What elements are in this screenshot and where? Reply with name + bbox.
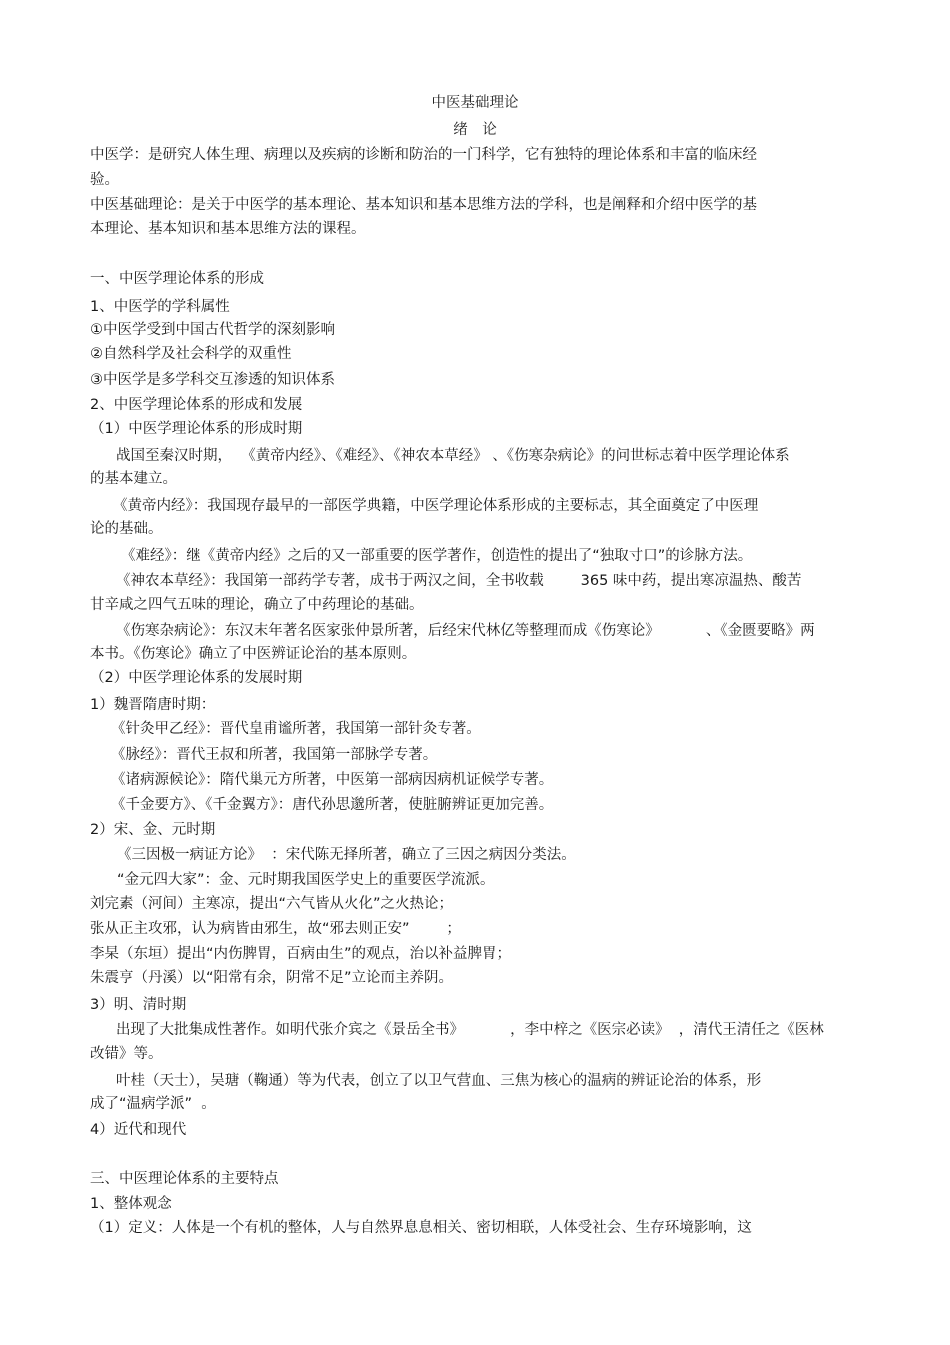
subsection-heading: 1、中医学的学科属性 — [90, 299, 230, 315]
text-line: 本理论、基本知识和基本思维方法的课程。 — [90, 221, 366, 237]
text-line: “金元四大家”：金、元时期我国医学史上的重要医学流派。 — [117, 872, 495, 888]
text-line: 的基本建立。 — [90, 471, 177, 487]
doc-subtitle: 绪 论 — [453, 122, 497, 138]
doc-title: 中医基础理论 — [431, 95, 519, 111]
text-line: 成了“温病学派” 。 — [90, 1096, 216, 1112]
subsection-heading: 1）魏晋隋唐时期： — [90, 697, 216, 713]
text-line: 改错》等。 — [90, 1046, 163, 1062]
text-line: 张从正主攻邪，认为病皆由邪生，故“邪去则正安” ； — [90, 921, 461, 937]
text-line: 《黄帝内经》：我国现存最早的一部医学典籍，中医学理论体系形成的主要标志，其全面奠定了中医理 — [113, 498, 759, 514]
text-line: ②自然科学及社会科学的双重性 — [90, 346, 292, 362]
subsection-heading: 2、中医学理论体系的形成和发展 — [90, 397, 303, 413]
text-line: 刘完素（河间）主寒凉，提出“六气皆从火化”之火热论； — [90, 896, 454, 912]
text-line: 《三因极一病证方论》 ：宋代陈无择所著，确立了三因之病因分类法。 — [117, 847, 576, 863]
text-line: ③中医学是多学科交互渗透的知识体系 — [90, 372, 335, 388]
text-line: 《神农本草经》：我国第一部药学专著，成书于两汉之间，全书收载 365 味中药，提出寒凉温热、酸苦 — [116, 573, 802, 589]
section-heading: 三、中医理论体系的主要特点 — [90, 1171, 279, 1187]
text-line: 本书。《伤寒论》确立了中医辨证论治的基本原则。 — [90, 646, 417, 662]
text-line: 《难经》：继《黄帝内经》之后的又一部重要的医学著作，创造性的提出了“独取寸口”的诊脉方法。 — [121, 548, 753, 564]
subsection-heading: （1）中医学理论体系的形成时期 — [90, 421, 303, 437]
subsection-heading: 3）明、清时期 — [90, 997, 187, 1013]
text-line: 《脉经》：晋代王叔和所著，我国第一部脉学专著。 — [111, 747, 438, 763]
text-line: 《千金要方》、《千金翼方》：唐代孙思邈所著，使脏腑辨证更加完善。 — [111, 797, 554, 813]
text-line: 《伤寒杂病论》：东汉末年著名医家张仲景所著，后经宋代林亿等整理而成《伤寒论》 、《金匮要略》两 — [116, 623, 815, 639]
text-line: 《针灸甲乙经》：晋代皇甫谧所著，我国第一部针灸专著。 — [111, 721, 481, 737]
text-line: 朱震亨（丹溪）以“阳常有余，阴常不足”立论而主养阴。 — [90, 970, 454, 986]
subsection-heading: 1、整体观念 — [90, 1196, 172, 1212]
text-line: 验。 — [90, 172, 119, 188]
text-line: ①中医学受到中国古代哲学的深刻影响 — [90, 322, 335, 338]
subsection-heading: 4）近代和现代 — [90, 1122, 187, 1138]
text-line: 甘辛咸之四气五味的理论，确立了中药理论的基础。 — [90, 597, 424, 613]
text-line: 中医基础理论：是关于中医学的基本理论、基本知识和基本思维方法的学科，也是阐释和介绍中医学的基 — [90, 197, 757, 213]
text-line: 叶桂（天士），吴瑭（鞠通）等为代表，创立了以卫气营血、三焦为核心的温病的辨证论治的体系，形 — [116, 1073, 762, 1089]
subsection-heading: （2）中医学理论体系的发展时期 — [90, 670, 303, 686]
text-line: （1）定义：人体是一个有机的整体，人与自然界息息相关、密切相联，人体受社会、生存环境影响，这 — [90, 1220, 752, 1236]
text-line: 出现了大批集成性著作。如明代张介宾之《景岳全书》 ，李中梓之《医宗必读》 ，清代王清任之《医林 — [116, 1022, 824, 1038]
text-line: 战国至秦汉时期， 《黄帝内经》、《难经》、《神农本草经》 、《伤寒杂病论》的问世标志着中医学理论体系 — [116, 448, 790, 464]
text-line: 李杲（东垣）提出“内伤脾胃，百病由生”的观点，治以补益脾胃； — [90, 946, 512, 962]
text-line: 论的基础。 — [90, 521, 163, 537]
text-line: 《诸病源候论》：隋代巢元方所著，中医第一部病因病机证候学专著。 — [111, 772, 554, 788]
section-heading: 一、中医学理论体系的形成 — [90, 271, 264, 287]
text-line: 中医学：是研究人体生理、病理以及疾病的诊断和防治的一门科学，它有独特的理论体系和丰富的临床经 — [90, 147, 757, 163]
subsection-heading: 2）宋、金、元时期 — [90, 822, 216, 838]
